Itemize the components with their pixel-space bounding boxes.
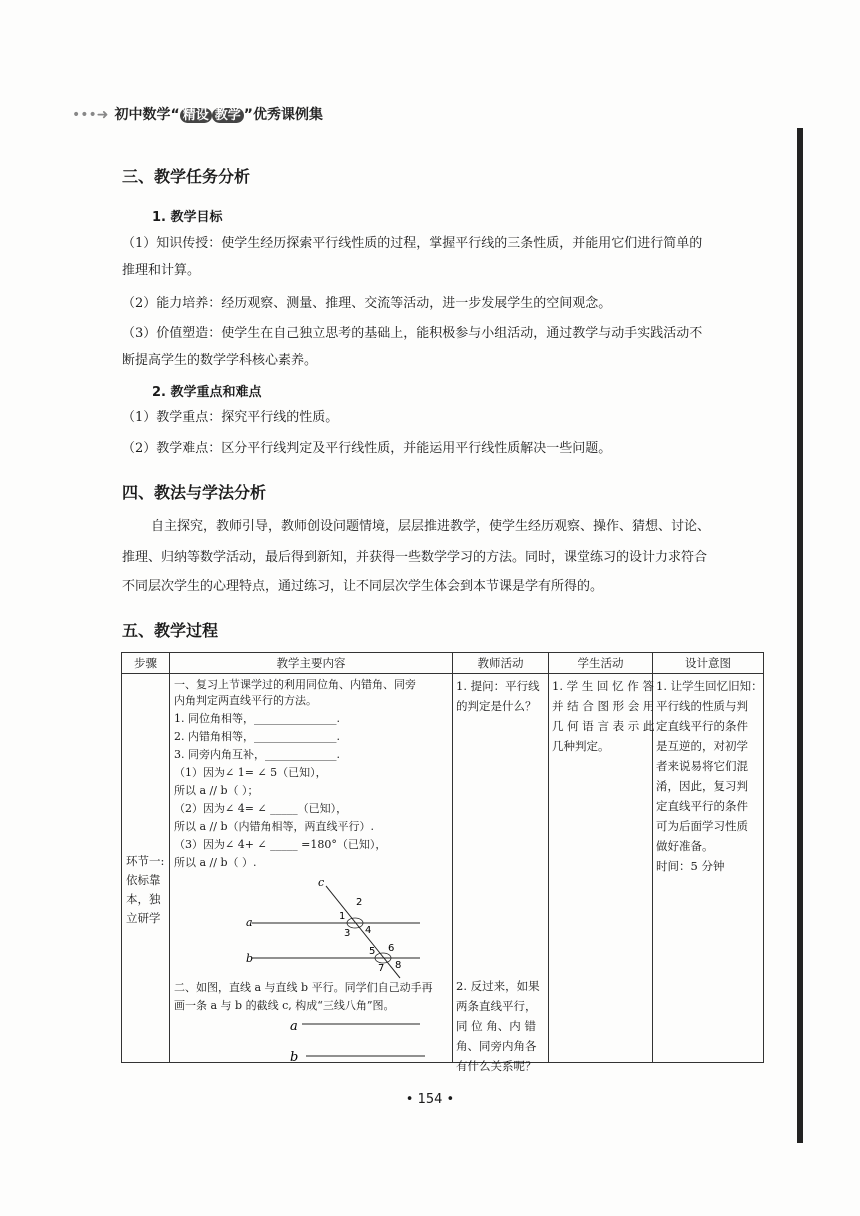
header-content: 教学主要内容 (170, 653, 453, 674)
student-line: 几 何 语 言 表 示 此 (552, 719, 655, 733)
content-line: 一、复习上节课学过的利用同位角、内错角、同旁 (174, 678, 416, 691)
teacher-line: 的判定是什么？ (456, 699, 537, 713)
step-line: 立研学 (126, 911, 161, 925)
step-line: 本，独 (126, 892, 161, 906)
content-line: （3）因为∠ 4+ ∠ _____ =180°（已知）， (174, 838, 387, 851)
label-a: a (246, 916, 253, 929)
teacher-line: 2. 反过来，如果 (456, 979, 540, 993)
key-point-2: （2）教学难点：区分平行线判定及平行线性质，并能运用平行线性质解决一些问题。 (122, 441, 612, 456)
teacher-line: 同 位 角、内 错 (456, 1019, 536, 1033)
angle-label: 6 (388, 943, 395, 954)
header-step: 步骤 (122, 653, 170, 674)
goal3-line1: （3）价值塑造：使学生在自己独立思考的基础上，能积极参与小组活动，通过教学与动手实践活动不 (122, 326, 703, 341)
header-arrow-icon: •••➜ (72, 107, 109, 123)
content-line: （1）因为∠ 1= ∠ 5（已知）， (174, 766, 327, 779)
design-line: 平行线的性质与判 (656, 699, 748, 713)
header-student: 学生活动 (549, 653, 653, 674)
content-line: 二、如图，直线 a 与直线 b 平行。同学们自己动手再 (174, 981, 433, 994)
angle-label: 8 (395, 960, 402, 971)
design-line: 是互逆的，对初学 (656, 739, 748, 753)
header-prefix: 初中数学“ (114, 107, 180, 123)
header-highlight-2: 教学 (212, 108, 244, 123)
design-line: 时间：5 分钟 (656, 859, 725, 873)
content-cell (170, 674, 453, 1063)
table-row (122, 674, 764, 1063)
angle-label: 2 (356, 897, 363, 908)
design-line: 定直线平行的条件 (656, 719, 748, 733)
teacher-line: 两条直线平行， (456, 999, 537, 1013)
content-line: 画一条 a 与 b 的截线 c, 构成“三线八角”图。 (174, 999, 395, 1012)
teacher-line: 角、同旁内角各 (456, 1039, 537, 1053)
key-points-heading: 2. 教学重点和难点 (152, 385, 262, 400)
method-line1: 自主探究，教师引导，教师创设问题情境，层层推进教学，使学生经历观察、操作、猜想、讨论、 (151, 519, 711, 534)
parallel-lines-figure (270, 1014, 430, 1064)
teaching-process-table (121, 652, 764, 1073)
step-line: 环节一: (126, 854, 165, 868)
section5-title: 五、教学过程 (122, 621, 219, 640)
teaching-goals-heading: 1. 教学目标 (152, 210, 223, 225)
angle-label: 5 (369, 946, 376, 957)
label-b: b (246, 952, 254, 965)
header-design: 设计意图 (653, 653, 764, 674)
angle-label: 1 (339, 911, 346, 922)
line-c (326, 886, 400, 978)
step-line: 依标靠 (126, 873, 161, 887)
design-cell (653, 674, 764, 1063)
design-line: 1. 让学生回忆旧知： (656, 679, 763, 693)
content-line: 内角判定两直线平行的方法。 (174, 694, 317, 707)
teacher-line: 1. 提问：平行线 (456, 679, 540, 693)
section4-title: 四、教法与学法分析 (122, 483, 267, 502)
content-line: 所以 a // b（ ）. (174, 856, 257, 869)
method-line3: 不同层次学生的心理特点，通过练习，让不同层次学生体会到本节课是学有所得的。 (122, 579, 604, 594)
page-edge-bar (797, 128, 803, 1143)
angle-label: 4 (365, 925, 372, 936)
header-suffix: ”优秀课例集 (243, 107, 323, 123)
label-c: c (318, 876, 325, 889)
student-cell (549, 674, 653, 1063)
design-line: 可为后面学习性质 (656, 819, 748, 833)
content-line: 所以 a // b（内错角相等，两直线平行）. (174, 820, 374, 833)
content-line: 1. 同位角相等，_______________. (174, 712, 340, 725)
angle-label: 7 (378, 963, 385, 974)
design-line: 定直线平行的条件 (656, 799, 748, 813)
header-teacher: 教师活动 (453, 653, 549, 674)
content-line: 3. 同旁内角互补，_____________. (174, 748, 340, 761)
angle-label: 3 (344, 928, 351, 939)
content-line: 所以 a // b（ ）； (174, 784, 259, 797)
design-line: 做好准备。 (656, 839, 714, 853)
design-line: 淆，因此，复习判 (656, 779, 748, 793)
step-cell (122, 674, 170, 1063)
student-line: 几种判定。 (552, 739, 610, 753)
key-point-1: （1）教学重点：探究平行线的性质。 (122, 410, 339, 425)
running-header (72, 104, 323, 124)
section3-title: 三、教学任务分析 (122, 167, 251, 186)
design-line: 者来说易将它们混 (656, 759, 748, 773)
teacher-cell (453, 674, 549, 1073)
table-header-row (122, 653, 764, 674)
content-line: 2. 内错角相等，_______________. (174, 730, 340, 743)
goal2: （2）能力培养：经历观察、测量、推理、交流等活动，进一步发展学生的空间观念。 (122, 296, 612, 311)
label-b: b (290, 1050, 299, 1064)
label-a: a (290, 1019, 298, 1034)
student-line: 并 结 合 图 形 会 用 (552, 699, 655, 713)
teacher-activity-2 (456, 976, 540, 1076)
method-line2: 推理、归纳等数学活动，最后得到新知，并获得一些数学学习的方法。同时，课堂练习的设计力求符合 (122, 550, 708, 565)
teacher-line: 有什么关系呢？ (456, 1059, 537, 1073)
goal3-line2: 断提高学生的数学学科核心素养。 (122, 353, 318, 368)
page-number: • 154 • (405, 1092, 455, 1107)
student-line: 1. 学 生 回 忆 作 答 (552, 679, 654, 693)
goal1-line2: 推理和计算。 (122, 263, 201, 278)
header-highlight-1: 精设 (180, 108, 212, 123)
three-lines-eight-angles-figure (240, 874, 440, 982)
content-line: （2）因为∠ 4= ∠ _____（已知）， (174, 802, 348, 815)
goal1-line1: （1）知识传授：使学生经历探索平行线性质的过程，掌握平行线的三条性质，并能用它们进行简单的 (122, 236, 703, 251)
